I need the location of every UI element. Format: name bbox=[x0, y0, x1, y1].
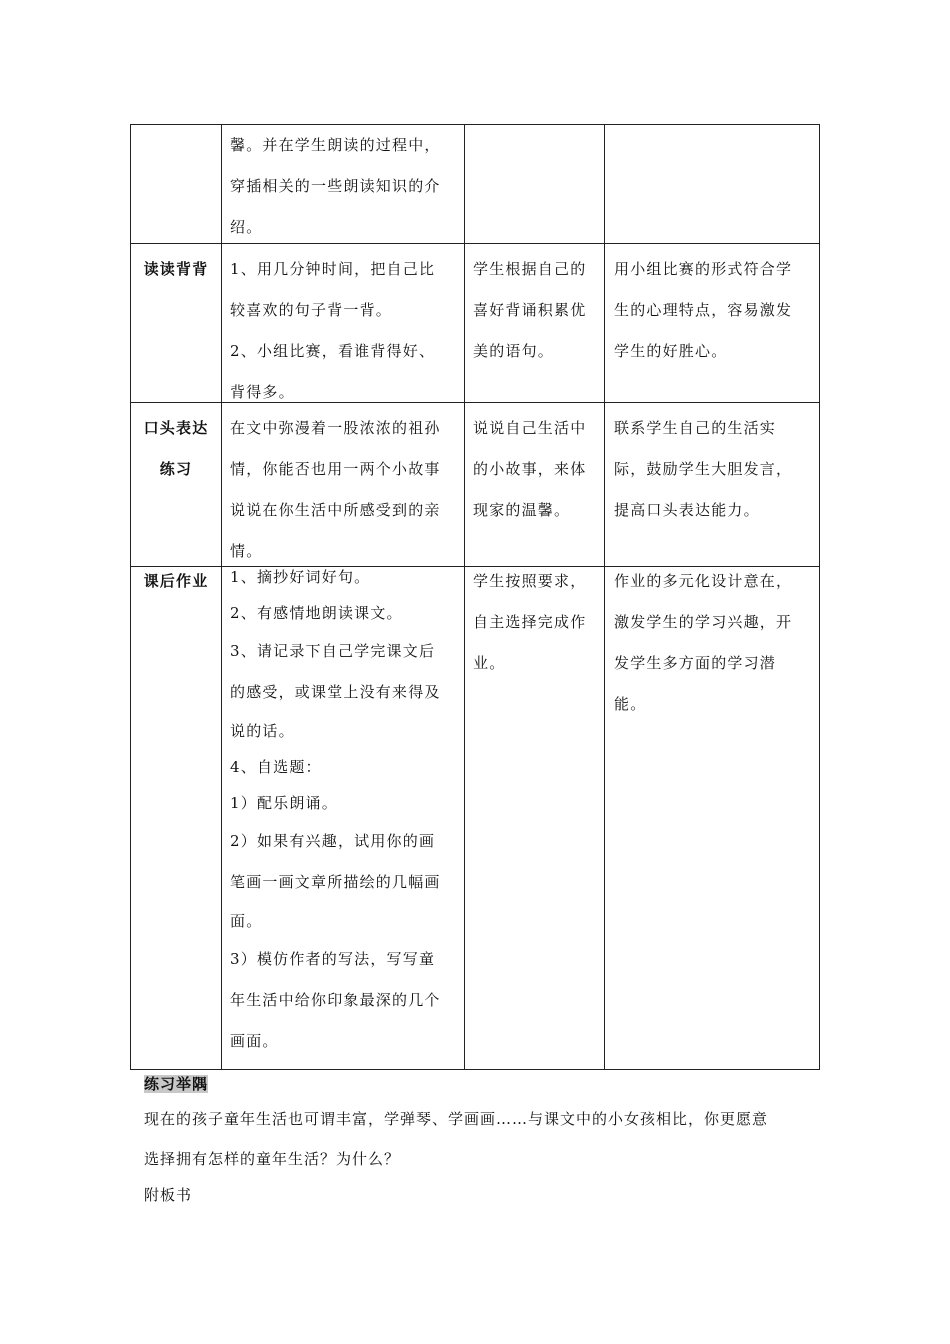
table-row-2-header: 口头表达 练习 bbox=[143, 419, 209, 478]
table-row-3-header: 课后作业 bbox=[143, 572, 209, 590]
table-row-2-intent: 联系学生自己的生活实 际，鼓励学生大胆发言， 提高口头表达能力。 bbox=[614, 419, 793, 519]
table-row-0-content: 馨。并在学生朗读的过程中， 穿插相关的一些朗读知识的介 绍。 bbox=[230, 136, 441, 236]
table-row-1-intent: 用小组比赛的形式符合学 生的心理特点，容易激发 学生的好胜心。 bbox=[614, 260, 793, 360]
table-row-2-student: 说说自己生活中 的小故事，来体 现家的温馨。 bbox=[473, 419, 587, 519]
table-row-1-student: 学生根据自己的 喜好背诵积累优 美的语句。 bbox=[473, 260, 587, 360]
column-divider bbox=[604, 125, 605, 1069]
column-divider bbox=[464, 125, 465, 1069]
table-row-1-content: 1、用几分钟时间，把自己比 较喜欢的句子背一背。 2、小组比赛，看谁背得好、 背得多。 bbox=[230, 260, 436, 401]
practice-heading: 练习举隅 bbox=[144, 1075, 209, 1093]
column-divider bbox=[221, 125, 222, 1069]
table-row-2-content: 在文中弥漫着一股浓浓的祖孙 情，你能否也用一两个小故事 说说在你生活中所感受到的亲 情。 bbox=[230, 419, 441, 560]
table-row-3-intent: 作业的多元化设计意在， 激发学生的学习兴趣，开 发学生多方面的学习潜 能。 bbox=[614, 572, 793, 713]
practice-text: 现在的孩子童年生活也可谓丰富，学弹琴、学画画……与课文中的小女孩相比，你更愿意 选择拥有怎样的童年生活？为什么？ bbox=[144, 1110, 769, 1168]
table-row-3-content: 1、摘抄好词好句。 2、有感情地朗读课文。 3、请记录下自己学完课文后 的感受，或课堂上没有来得及 说的话。 4、自选题： 1）配乐朗诵。 2）如果有兴趣，试用你的画 笔画一画文章所描绘的几幅画 面。 3）模仿作者的写法，写写童 年生活中给你印象最深的几个 画面。 bbox=[230, 568, 441, 1050]
table-row-3-student: 学生按照要求， 自主选择完成作 业。 bbox=[473, 572, 587, 672]
appendix-label: 附板书 bbox=[144, 1186, 193, 1204]
lesson-plan-table bbox=[130, 124, 820, 1070]
table-row-1-header: 读读背背 bbox=[143, 260, 209, 278]
